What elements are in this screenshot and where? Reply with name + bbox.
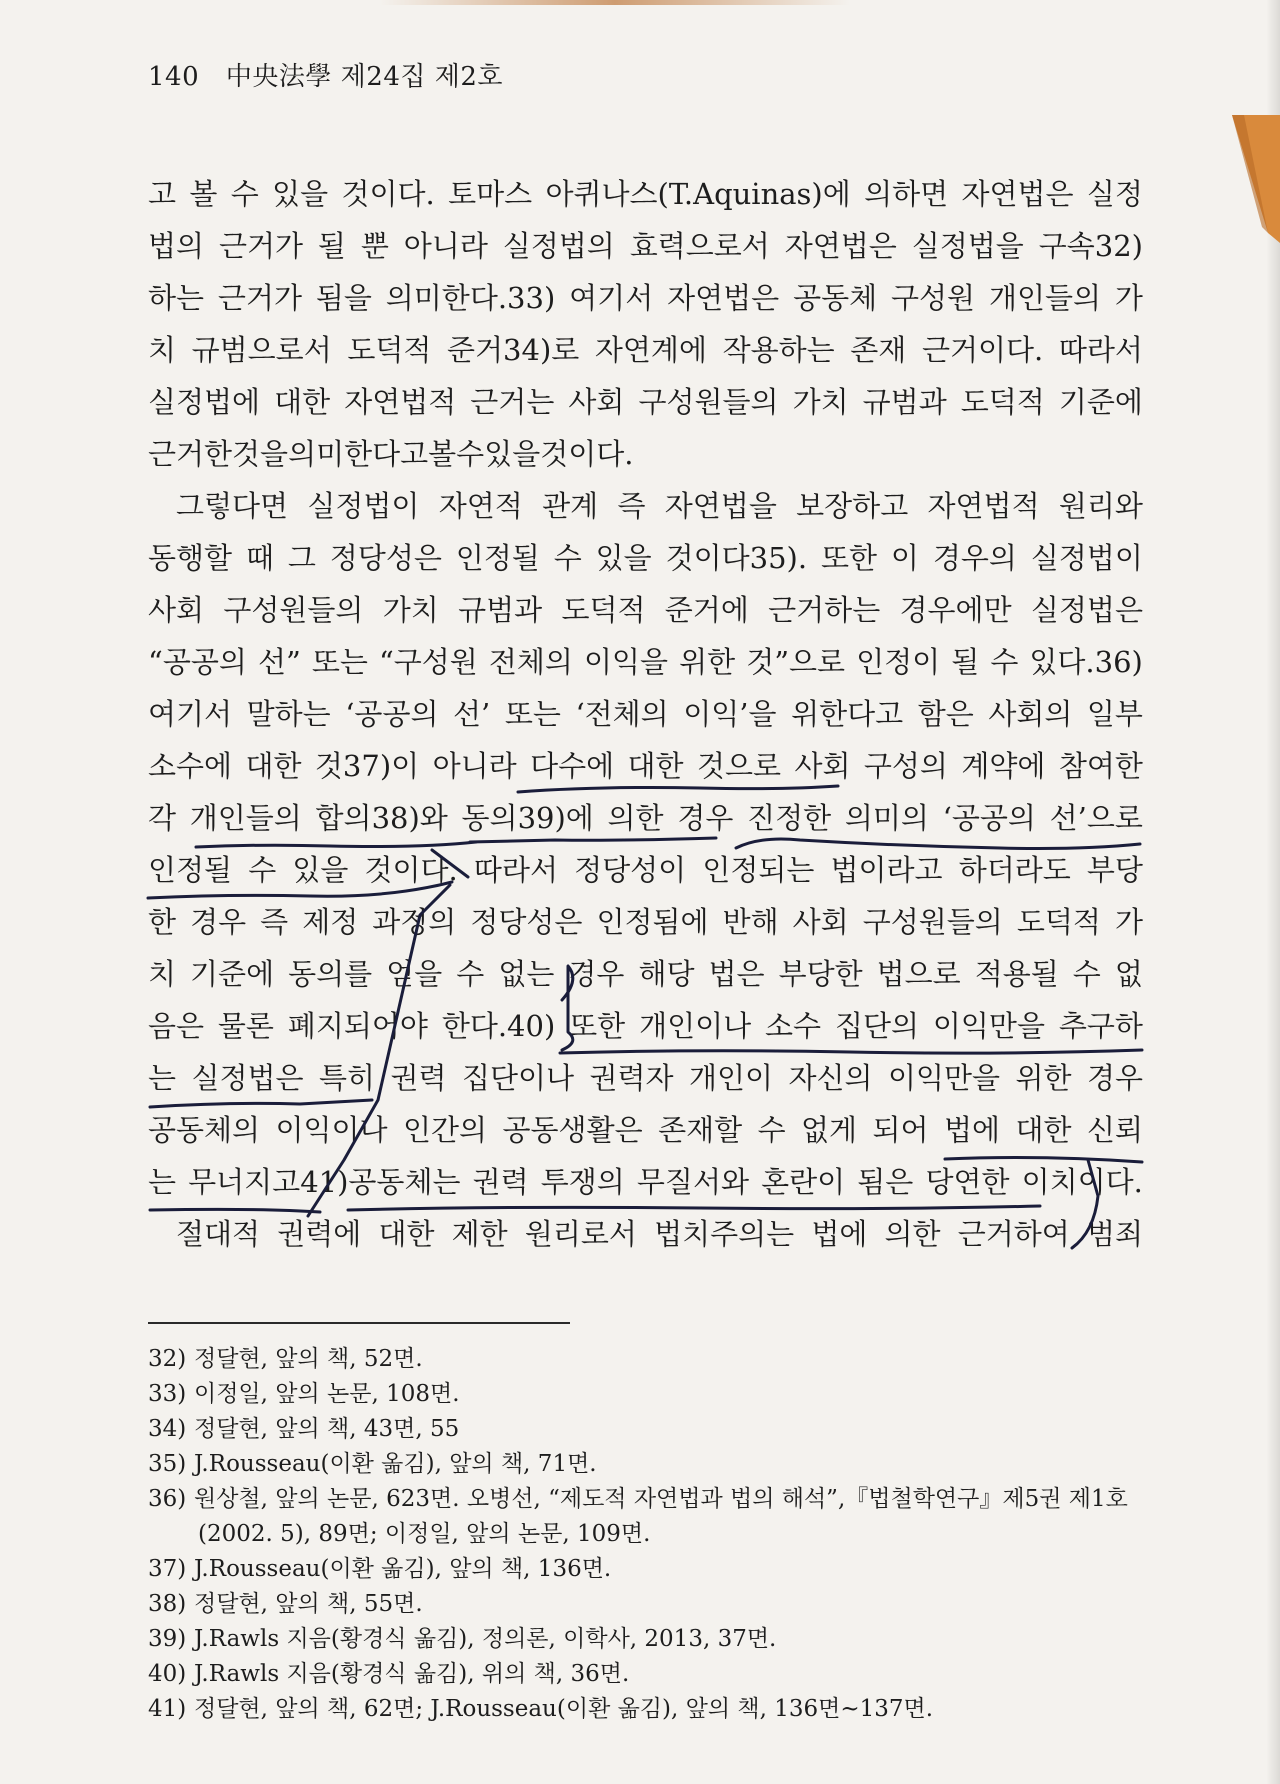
word: 될 <box>317 229 346 263</box>
word: 실정법은 <box>191 1061 304 1095</box>
word: 동의를 <box>288 957 373 991</box>
word: 위한 <box>679 645 736 679</box>
word: 도덕적 <box>960 385 1045 419</box>
footnote-number: 32) <box>148 1346 187 1372</box>
word: 대한 <box>627 749 684 783</box>
word: 권력 <box>472 1165 529 1199</box>
footnote-item <box>148 1655 1148 1690</box>
word: 따라서 <box>1058 333 1143 367</box>
word: 없는 <box>498 957 555 991</box>
footnote-text: J.Rawls 지음(황경식 옮김), 위의 책, 36면. <box>194 1661 630 1687</box>
word: 사회 <box>792 905 849 939</box>
word: 실정법을 <box>911 229 1024 263</box>
footnote-item <box>148 1445 1148 1480</box>
word: 근거가 <box>217 281 302 315</box>
word: 또한 <box>569 1009 626 1043</box>
word: 반해 <box>722 905 779 939</box>
word: 아퀴나스(T.Aquinas)에 <box>545 177 851 211</box>
word: 는 <box>148 1061 177 1095</box>
word: 뿐 <box>360 229 389 263</box>
word: 실정법이 <box>307 489 420 523</box>
footnote-text: (2002. 5), 89면; 이정일, 앞의 논문, 109면. <box>198 1521 651 1547</box>
word: 것으로 <box>696 749 782 783</box>
word: 무너지고41)공동체는 <box>188 1165 461 1199</box>
word: 법의 <box>148 229 205 263</box>
word: 자연법은 <box>667 281 780 315</box>
word: 실정 <box>1086 177 1143 211</box>
word: 당연한 <box>925 1165 1010 1199</box>
word: 신뢰 <box>1086 1113 1143 1147</box>
word: 권력자 <box>589 1061 674 1095</box>
word: 근거가 <box>218 229 303 263</box>
word: 규범과 <box>862 385 947 419</box>
footnote-text: 정달현, 앞의 책, 55면. <box>194 1591 423 1617</box>
word: 이익을 <box>583 645 669 679</box>
word: 하더라도 <box>958 853 1071 887</box>
word: “공공의 <box>148 645 247 679</box>
word: 고 <box>148 177 177 211</box>
footnote-text: 이정일, 앞의 논문, 108면. <box>194 1381 460 1407</box>
text-line <box>148 1108 1143 1160</box>
footnote-item <box>148 1340 1148 1375</box>
word: 일부 <box>1086 697 1143 731</box>
word: 이 <box>890 541 919 575</box>
text-line <box>148 1212 1143 1264</box>
word: 즉 <box>617 489 646 523</box>
word: 여기서 <box>569 281 654 315</box>
footnote-item <box>148 1375 1148 1410</box>
word: “구성원 <box>378 645 478 679</box>
word: 그 <box>287 541 316 575</box>
word: 실정법이 <box>1030 541 1143 575</box>
word: 위한 <box>1015 1061 1072 1095</box>
word: 가치 <box>382 593 439 627</box>
footnote-number: 41) <box>148 1696 187 1722</box>
word: 선” <box>257 645 301 679</box>
word: 경우 <box>1086 1061 1143 1095</box>
word: 의한 <box>607 801 664 835</box>
word: 구성원들의 <box>638 385 779 419</box>
word: 이익이나 <box>275 1113 388 1147</box>
text-line <box>148 1004 1143 1056</box>
word: 즉 <box>260 905 289 939</box>
word: 토마스 <box>448 177 533 211</box>
footnote-item <box>148 1515 1148 1550</box>
text-line <box>148 380 1143 432</box>
word: 보장하고 <box>796 489 909 523</box>
word: 되어 <box>872 1113 929 1147</box>
word: 위한다고 <box>791 697 904 731</box>
word: 존재할 <box>658 1113 743 1147</box>
text-line <box>148 1056 1143 1108</box>
word: 규범으로서 <box>191 333 332 367</box>
text-line <box>148 276 1143 328</box>
word: 기준에 <box>1058 385 1143 419</box>
word: 공동체의 <box>148 1113 261 1147</box>
word: 인간의 <box>403 1113 488 1147</box>
word: 의한 <box>884 1217 941 1251</box>
text-line <box>148 1160 1143 1212</box>
journal-title: 中央法學 제24집 제2호 <box>225 62 504 92</box>
word: 부당 <box>1086 853 1143 887</box>
page-tab-flag <box>1222 115 1280 243</box>
word: 것을 <box>232 437 289 471</box>
word: 다수에 <box>530 749 615 783</box>
footnote-divider <box>148 1322 570 1324</box>
word: ‘공공의 <box>345 697 439 731</box>
text-line <box>148 900 1143 952</box>
word: 경우 <box>568 957 625 991</box>
footnote-number: 34) <box>148 1416 187 1442</box>
word: 자연법은 <box>961 177 1074 211</box>
word: 선’ <box>453 697 491 731</box>
footnote-item <box>148 1550 1148 1585</box>
word: 과정의 <box>372 905 457 939</box>
word: 자신의 <box>788 1061 873 1095</box>
footnote-number: 36) <box>148 1486 187 1512</box>
word: 있다.36) <box>1029 645 1143 679</box>
word: 준거34)로 <box>447 333 580 367</box>
footnote-item <box>148 1585 1148 1620</box>
word: 근거하여 <box>957 1217 1070 1251</box>
word: 정당성은 <box>470 905 583 939</box>
word: 개인이나 <box>639 1009 752 1043</box>
text-line <box>148 484 1143 536</box>
word: 근거하는 <box>768 593 881 627</box>
word: 법에 <box>944 1113 1001 1147</box>
word: 효력으로서 <box>629 229 770 263</box>
word: 범죄 <box>1086 1217 1143 1251</box>
word: 사회 <box>794 749 851 783</box>
word: 볼 <box>189 177 218 211</box>
word: 진정한 <box>747 801 832 835</box>
word: 정당성은 <box>329 541 442 575</box>
word: 따라서 <box>473 853 558 887</box>
word: 이치이다. <box>1021 1165 1143 1199</box>
word: 말하는 <box>246 697 331 731</box>
word: 실정법의 <box>502 229 615 263</box>
word: 개인들의 <box>189 801 302 835</box>
word: 의하면 <box>864 177 949 211</box>
word: 경우의 <box>932 541 1017 575</box>
page-edge <box>1266 0 1280 1784</box>
word: 자연법적 <box>344 385 457 419</box>
word: 실정법에 <box>148 385 261 419</box>
word: 개인이 <box>688 1061 774 1095</box>
footnote-item <box>148 1690 1148 1725</box>
word: 음은 <box>148 1009 205 1043</box>
word: 물론 <box>217 1009 274 1043</box>
word: 전체의 <box>488 645 573 679</box>
word: 개인들의 <box>988 281 1101 315</box>
word: 됨은 <box>857 1165 914 1199</box>
word: 의미의 <box>844 801 929 835</box>
word: 아니라 <box>403 229 488 263</box>
page-number: 140 <box>148 62 200 92</box>
word: 것이다. <box>341 177 435 211</box>
word: 투쟁의 <box>540 1165 625 1199</box>
word: 이익만을 <box>932 1009 1045 1043</box>
footnote-number: 35) <box>148 1451 187 1477</box>
word: 적용될 <box>974 957 1059 991</box>
word: 소수에 <box>148 749 233 783</box>
word: 동의39)에 <box>461 801 594 835</box>
word: 법으로 <box>876 957 961 991</box>
footnote-item <box>148 1620 1148 1655</box>
text-line <box>148 744 1143 796</box>
text-line <box>148 432 1143 484</box>
word: 한다.40) <box>441 1009 556 1043</box>
word: 때 <box>245 541 274 575</box>
footnote-text: J.Rawls 지음(황경식 옮김), 정의론, 이학사, 2013, 37면. <box>194 1626 777 1652</box>
word: 함은 <box>917 697 974 731</box>
word: 얻을 <box>386 957 443 991</box>
word: 각 <box>148 801 177 835</box>
text-line <box>148 536 1143 588</box>
text-line <box>148 588 1143 640</box>
text-line <box>148 848 1143 900</box>
running-header <box>148 56 503 93</box>
footnote-number: 38) <box>148 1591 187 1617</box>
word: 있을 <box>595 541 652 575</box>
text-line <box>148 640 1143 692</box>
word: 자연계에 <box>594 333 707 367</box>
word: 가치 <box>792 385 849 419</box>
word: 권력에 <box>277 1217 362 1251</box>
word: 특히 <box>318 1061 376 1095</box>
word: 인정됨에 <box>596 905 709 939</box>
word: 준거에 <box>664 593 749 627</box>
word: 아니라 <box>432 749 517 783</box>
word: 법이라고 <box>830 853 943 887</box>
word: 수 <box>757 1113 786 1147</box>
word: 대한 <box>378 1217 435 1251</box>
word: 선’으로 <box>1049 801 1143 835</box>
text-line <box>148 796 1143 848</box>
word: 근거이다. <box>921 333 1044 367</box>
word: 여기서 <box>148 697 233 731</box>
word: 부당한 <box>778 957 863 991</box>
word: 권력 <box>390 1061 447 1095</box>
word: 폐지되어야 <box>287 1009 428 1043</box>
word: 볼 <box>428 437 457 471</box>
word: 존재 <box>850 333 907 367</box>
word: 공동생활은 <box>502 1113 643 1147</box>
text-line <box>148 692 1143 744</box>
word: 해당 <box>638 957 695 991</box>
word: 치 <box>148 957 177 991</box>
word: 참여한 <box>1058 749 1143 783</box>
word: 것이다. <box>364 853 458 887</box>
word: 의미한다고 <box>288 437 429 471</box>
word: 경우 <box>190 905 247 939</box>
word: 대한 <box>245 749 302 783</box>
footnote-text: 원상철, 앞의 논문, 623면. 오병선, “제도적 자연법과 법의 해석”,『법철학연구』제5권 제1호 <box>194 1486 1128 1512</box>
text-line <box>148 328 1143 380</box>
word: 가 <box>1114 281 1143 315</box>
word: ‘전체의 <box>575 697 669 731</box>
word: 있을 <box>292 853 349 887</box>
word: 하는 <box>148 281 205 315</box>
word: 또는 <box>311 645 368 679</box>
word: 있을 <box>484 437 541 471</box>
footnote-text: 정달현, 앞의 책, 52면. <box>194 1346 423 1372</box>
word: 법은 <box>708 957 765 991</box>
word: 도덕적 <box>1016 905 1101 939</box>
word: 인정될 <box>148 853 233 887</box>
word: 있을 <box>272 177 329 211</box>
word: 법에 <box>811 1217 868 1251</box>
word: 것이다. <box>540 437 634 471</box>
word: 제한 <box>451 1217 508 1251</box>
word: 기준에 <box>190 957 275 991</box>
word: 수 <box>553 541 582 575</box>
word: 합의38)와 <box>315 801 448 835</box>
word: 규범과 <box>458 593 543 627</box>
word: 사회의 <box>988 697 1073 731</box>
word: 원리로서 <box>524 1217 637 1251</box>
word: 대한 <box>1015 1113 1072 1147</box>
word: 제정 <box>302 905 359 939</box>
word: 구속32) <box>1038 229 1143 263</box>
word: 자연법은 <box>784 229 897 263</box>
word: 그렇다면 <box>176 489 289 523</box>
word: 대한 <box>274 385 331 419</box>
word: 구성원들의 <box>862 905 1003 939</box>
binding-shadow <box>380 0 850 5</box>
word: 수 <box>230 177 259 211</box>
footnote-number: 33) <box>148 1381 187 1407</box>
word: 수 <box>248 853 277 887</box>
word: 수 <box>456 437 485 471</box>
word: 집단이나 <box>461 1061 575 1095</box>
word: 경우 <box>677 801 734 835</box>
word: 치 <box>148 333 177 367</box>
word: 작용하는 <box>722 333 835 367</box>
word: 것37)이 <box>314 749 420 783</box>
word: 경우에만 <box>899 593 1012 627</box>
word: 사회 <box>148 593 205 627</box>
word: 원리와 <box>1058 489 1143 523</box>
text-line <box>148 952 1143 1004</box>
word: 절대적 <box>176 1217 261 1251</box>
word: 실정법은 <box>1030 593 1143 627</box>
footnote-text: J.Rousseau(이환 옮김), 앞의 책, 136면. <box>194 1556 612 1582</box>
word: 이익’을 <box>683 697 777 731</box>
footnote-text: 정달현, 앞의 책, 43면, 55 <box>194 1416 460 1442</box>
word: 무질서와 <box>636 1165 749 1199</box>
word: 집단의 <box>834 1009 920 1043</box>
footnote-number: 39) <box>148 1626 187 1652</box>
word: 또한 <box>820 541 877 575</box>
word: 없게 <box>801 1113 858 1147</box>
word: 자연법적 <box>927 489 1040 523</box>
word: 법치주의는 <box>654 1217 795 1251</box>
word: 없 <box>1114 957 1143 991</box>
footnote-item <box>148 1480 1148 1515</box>
footnote-text: J.Rousseau(이환 옮김), 앞의 책, 71면. <box>194 1451 597 1477</box>
word: 자연적 <box>438 489 523 523</box>
word: 인정이 <box>856 645 941 679</box>
word: 정당성이 <box>574 853 687 887</box>
word: 것”으로 <box>746 645 846 679</box>
word: 될 <box>951 645 980 679</box>
word: 이익만을 <box>887 1061 1001 1095</box>
word: 추구하 <box>1058 1009 1143 1043</box>
word: 는 <box>148 1165 177 1199</box>
word: 관계 <box>542 489 599 523</box>
word: 인정될 <box>455 541 540 575</box>
text-line <box>148 224 1143 276</box>
footnotes <box>148 1340 1148 1725</box>
word: 동행할 <box>148 541 233 575</box>
word: 사회 <box>568 385 625 419</box>
word: 구성의 <box>863 749 948 783</box>
footnote-number: 37) <box>148 1556 187 1582</box>
word: 자연법을 <box>664 489 777 523</box>
word: 근거는 <box>470 385 555 419</box>
word: 것이다35). <box>665 541 808 575</box>
word: 수 <box>456 957 485 991</box>
word: 수 <box>990 645 1019 679</box>
word: 가 <box>1114 905 1143 939</box>
text-line <box>148 172 1143 224</box>
word: 한 <box>148 905 177 939</box>
word: 계약에 <box>961 749 1046 783</box>
word: 공동체 <box>793 281 878 315</box>
word: 구성원 <box>891 281 976 315</box>
footnote-item <box>148 1410 1148 1445</box>
footnote-text: 정달현, 앞의 책, 62면; J.Rousseau(이환 옮김), 앞의 책, 136면~137면. <box>194 1696 934 1722</box>
word: 구성원들의 <box>223 593 364 627</box>
body-text <box>148 172 1143 1264</box>
word: ‘공공의 <box>942 801 1036 835</box>
word: 또는 <box>504 697 561 731</box>
word: 혼란이 <box>761 1165 846 1199</box>
word: 도덕적 <box>561 593 646 627</box>
word: 소수 <box>765 1009 822 1043</box>
word: 의미한다.33) <box>385 281 556 315</box>
word: 근거한 <box>148 437 233 471</box>
word: 됨을 <box>315 281 372 315</box>
word: 수 <box>1072 957 1101 991</box>
footnote-number: 40) <box>148 1661 187 1687</box>
word: 도덕적 <box>347 333 432 367</box>
word: 인정되는 <box>702 853 815 887</box>
